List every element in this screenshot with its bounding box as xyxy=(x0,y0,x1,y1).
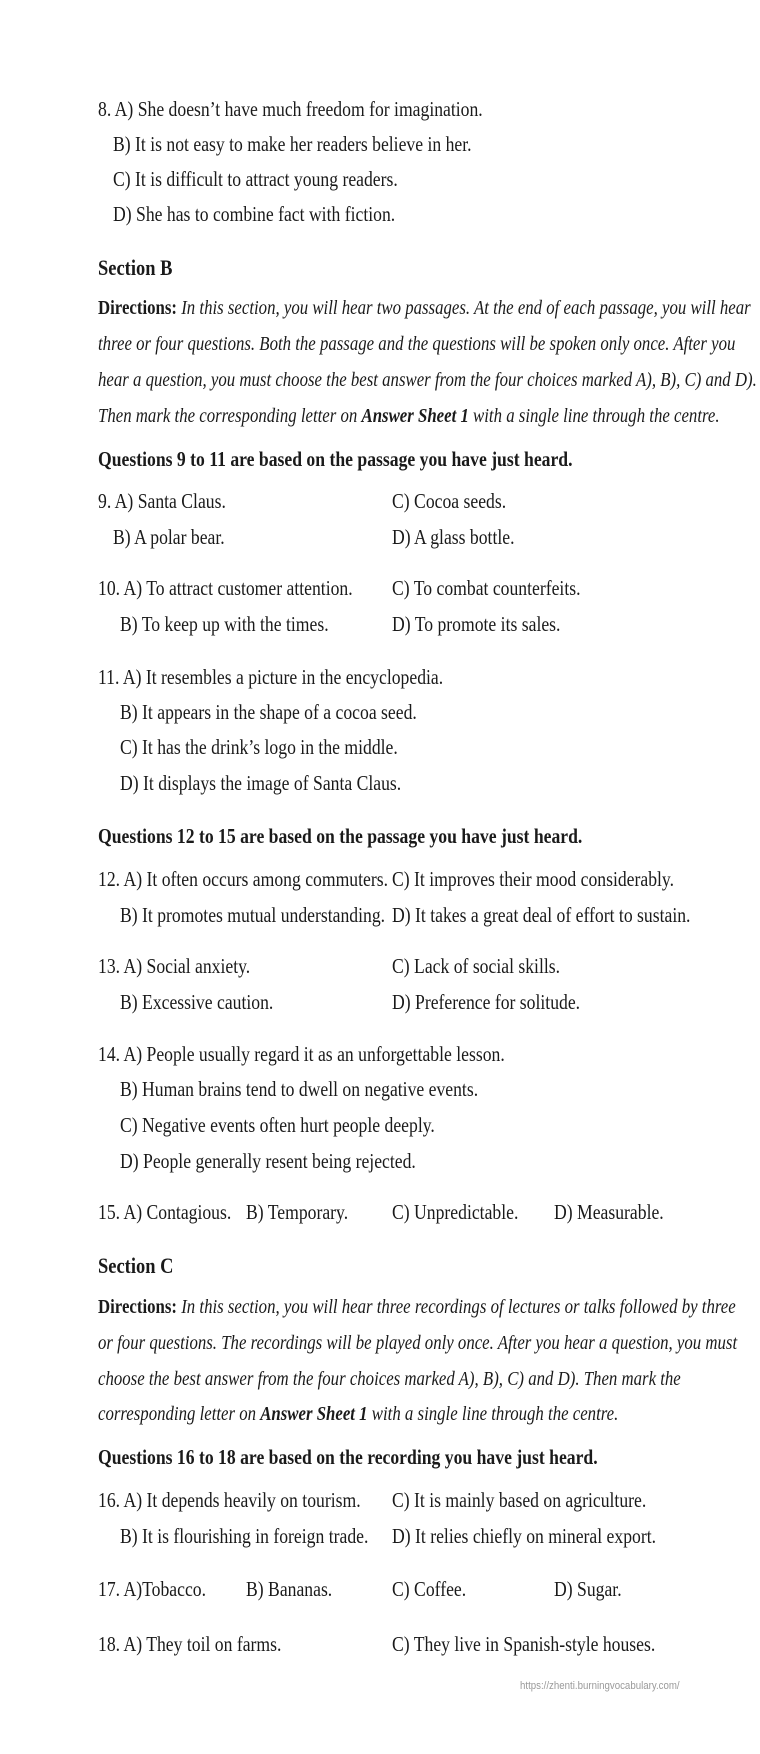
q11-option-a: 11. A) It resembles a picture in the encyclopedia. xyxy=(98,665,444,689)
q12-option-c: C) It improves their mood considerably. xyxy=(392,867,675,891)
section-c-directions-line-4: corresponding letter on Answer Sheet 1 with a single line through the centre. xyxy=(98,1403,619,1425)
q14-option-c: C) Negative events often hurt people deeply. xyxy=(120,1113,435,1137)
q15-option-c: C) Unpredictable. xyxy=(392,1200,519,1224)
q17-option-d: D) Sugar. xyxy=(554,1577,622,1601)
q10-option-b: B) To keep up with the times. xyxy=(120,612,329,636)
section-c-directions-line-1: Directions: In this section, you will hear three recordings of lectures or talks followed by three xyxy=(98,1296,736,1318)
section-b-directions-line-4: Then mark the corresponding letter on Answer Sheet 1 with a single line through the centre. xyxy=(98,405,720,427)
source-url-watermark: https://zhenti.burningvocabulary.com/ xyxy=(520,1680,680,1692)
q17-option-b: B) Bananas. xyxy=(246,1577,333,1601)
section-c-title: Section C xyxy=(98,1253,174,1278)
q11-option-d: D) It displays the image of Santa Claus. xyxy=(120,771,402,795)
answer-sheet-label: Answer Sheet 1 xyxy=(361,405,469,427)
q8-option-b: B) It is not easy to make her readers believe in her. xyxy=(113,132,472,156)
q8-option-d: D) She has to combine fact with fiction. xyxy=(113,202,396,226)
q10-option-c: C) To combat counterfeits. xyxy=(392,576,581,600)
directions-label: Directions: xyxy=(98,1296,178,1318)
q12-option-a: 12. A) It often occurs among commuters. xyxy=(98,867,389,891)
q12-option-d: D) It takes a great deal of effort to sustain. xyxy=(392,903,691,927)
q17-option-a: 17. A)Tobacco. xyxy=(98,1577,207,1601)
answer-sheet-label: Answer Sheet 1 xyxy=(260,1403,368,1425)
q16-option-b: B) It is flourishing in foreign trade. xyxy=(120,1524,369,1548)
q15-option-a: 15. A) Contagious. xyxy=(98,1200,232,1224)
q14-option-a: 14. A) People usually regard it as an unforgettable lesson. xyxy=(98,1042,505,1066)
q17-option-c: C) Coffee. xyxy=(392,1577,467,1601)
q10-option-a: 10. A) To attract customer attention. xyxy=(98,576,353,600)
q18-option-c: C) They live in Spanish-style houses. xyxy=(392,1632,656,1656)
q13-option-c: C) Lack of social skills. xyxy=(392,954,561,978)
questions-12-15-heading: Questions 12 to 15 are based on the passage you have just heard. xyxy=(98,824,583,848)
q16-option-d: D) It relies chiefly on mineral export. xyxy=(392,1524,657,1548)
q9-option-d: D) A glass bottle. xyxy=(392,525,515,549)
q12-option-b: B) It promotes mutual understanding. xyxy=(120,903,386,927)
section-b-directions-line-2: three or four questions. Both the passage and the questions will be spoken only once. After you xyxy=(98,333,736,355)
q14-option-b: B) Human brains tend to dwell on negative events. xyxy=(120,1077,479,1101)
q9-option-c: C) Cocoa seeds. xyxy=(392,489,507,513)
q11-option-b: B) It appears in the shape of a cocoa seed. xyxy=(120,700,417,724)
questions-16-18-heading: Questions 16 to 18 are based on the recording you have just heard. xyxy=(98,1445,598,1469)
q8-option-a: 8. A) She doesn’t have much freedom for imagination. xyxy=(98,97,483,121)
q13-option-b: B) Excessive caution. xyxy=(120,990,274,1014)
section-c-directions-line-2: or four questions. The recordings will be played only once. After you hear a question, you must xyxy=(98,1332,738,1354)
q10-option-d: D) To promote its sales. xyxy=(392,612,561,636)
section-b-directions-line-1: Directions: In this section, you will hear two passages. At the end of each passage, you will hear xyxy=(98,297,751,319)
q18-option-a: 18. A) They toil on farms. xyxy=(98,1632,282,1656)
section-b-directions-line-3: hear a question, you must choose the best answer from the four choices marked A), B), C) and D). xyxy=(98,369,757,391)
q11-option-c: C) It has the drink’s logo in the middle. xyxy=(120,735,398,759)
section-c-directions-line-3: choose the best answer from the four choices marked A), B), C) and D). Then mark the xyxy=(98,1368,681,1390)
q16-option-c: C) It is mainly based on agriculture. xyxy=(392,1488,647,1512)
questions-9-11-heading: Questions 9 to 11 are based on the passage you have just heard. xyxy=(98,447,573,471)
q13-option-a: 13. A) Social anxiety. xyxy=(98,954,251,978)
q14-option-d: D) People generally resent being rejected. xyxy=(120,1149,416,1173)
q8-option-c: C) It is difficult to attract young readers. xyxy=(113,167,398,191)
q9-option-a: 9. A) Santa Claus. xyxy=(98,489,226,513)
q13-option-d: D) Preference for solitude. xyxy=(392,990,581,1014)
section-b-title: Section B xyxy=(98,255,173,280)
q16-option-a: 16. A) It depends heavily on tourism. xyxy=(98,1488,361,1512)
q9-option-b: B) A polar bear. xyxy=(113,525,225,549)
q15-option-d: D) Measurable. xyxy=(554,1200,664,1224)
directions-label: Directions: xyxy=(98,297,178,319)
q15-option-b: B) Temporary. xyxy=(246,1200,349,1224)
